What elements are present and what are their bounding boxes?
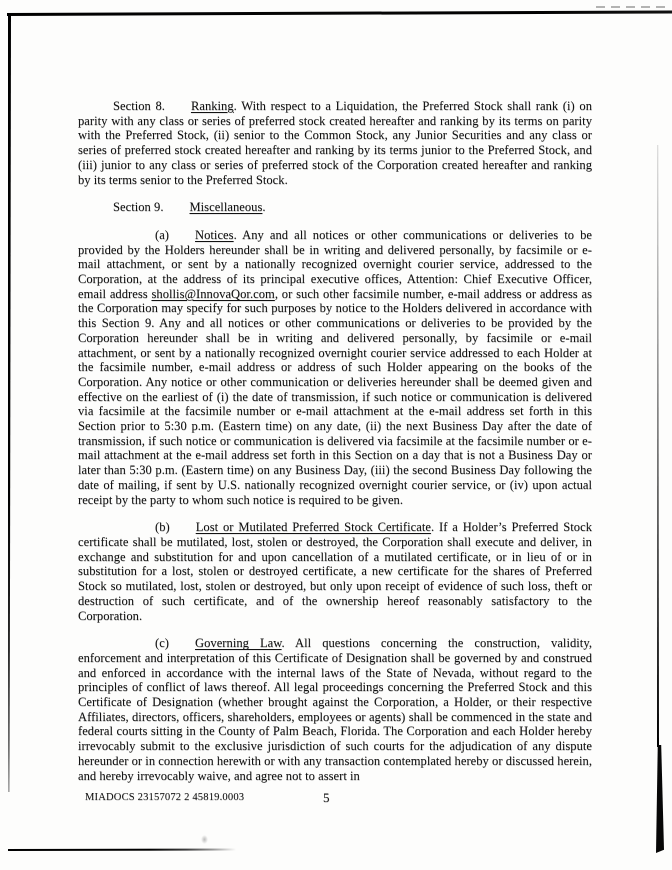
clause-b-label: (b) — [155, 520, 170, 535]
clause-a-body-2: , or such other facsimile number, e-mail address or address as the Corporation may specify for such purposes by notice to the Holders delivered in accordance with this Section 9. Any and all notices or other communications or deliveries to be provided by the Corporation hereunder shall be in writing and delivered personally, by facsimile or e-mail attachment, or sent by a nationally recognized overnight courier service addressed to each Holder at the facsimile number, e-mail address or address of such Holder appearing on the books of the Corporation. Any notice or other communication or deliveries hereunder shall be deemed given and effective on the earliest of (i) the date of transmission, if such notice or communication is delivered via facsimile at the facsimile number or e-mail attachment at the e-mail address set forth in this Section prior to 5:30 p.m. (Eastern time) on any date, (ii) the next Business Day after the date of transmission, if such notice or communication is delivered via facsimile at the facsimile number or e-mail attachment at the e-mail address set forth in this Section on a day that is not a Business Day or later than 5:30 p.m. (Eastern time) on any Business Day, (iii) the second Business Day following the date of mailing, if sent by U.S. nationally recognized overnight courier service, or (iv) upon actual receipt by the party to whom such notice is required to be given. — [78, 286, 592, 507]
section-9-period: . — [262, 200, 266, 215]
clause-c-body: . All questions concerning the construction, validity, enforcement and interpretation of this Certificate of Designation shall be governed by and construed and enforced in accordance with the internal laws of the State of Nevada, without regard to the principles of conflict of laws thereof. All legal proceedings concerning the Preferred Stock and this Certificate of Designation (whether brought against the Corporation, a Holder, or their respective Affiliates, directors, officers, shareholders, employees or agents) shall be commenced in the state and federal courts sitting in the County of Palm Beach, Florida. The Corporation and each Holder hereby irrevocably submit to the exclusive jurisdiction of such courts for the adjudication of any dispute hereunder or in connection herewith or with any transaction contemplated hereby or discussed herein, and hereby irrevocably waive, and agree not to assert in — [78, 636, 592, 783]
clause-a-heading: Notices — [195, 227, 234, 242]
scan-right-edge-bar — [656, 745, 664, 853]
clause-c-heading: Governing Law — [195, 636, 282, 651]
document-control-number: MIADOCS 23157072 2 45819.0003 — [85, 792, 245, 803]
section-8-label: Section 8. — [113, 99, 165, 113]
page-number: 5 — [323, 790, 330, 805]
section-9-label: Section 9. — [113, 200, 164, 215]
scan-top-border-line — [7, 10, 672, 16]
section-8-heading: Ranking — [190, 99, 234, 113]
paragraph-section-8 — [78, 99, 592, 187]
scan-smudge-mark — [201, 835, 208, 844]
scan-bottom-border-line — [8, 849, 236, 851]
paragraph-section-9 — [78, 200, 592, 215]
scan-right-border-line — [657, 145, 659, 747]
paragraph-c-governing-law — [78, 636, 592, 783]
scan-left-border-line — [8, 13, 11, 792]
paragraph-b-lost-certificate — [78, 520, 592, 623]
clause-a-label: (a) — [155, 227, 170, 242]
clause-b-body: . If a Holder’s Preferred Stock certificate shall be mutilated, lost, stolen or destroyed, the Corporation shall execute and deliver, in exchange and substitution for and upon cancellation of a mutilated certificate, or in lieu of or in substitution for a lost, stolen or destroyed certificate, a new certificate for the shares of Preferred Stock so mutilated, lost, stolen or destroyed, but only upon receipt of evidence of such loss, theft or destruction of such certificate, and of the ownership hereof reasonably satisfactory to the Corporation. — [78, 520, 592, 623]
email-address-text: shollis@InnovaQor.com — [151, 286, 275, 301]
paragraph-a-notices — [78, 228, 592, 507]
document-text-block — [78, 99, 592, 796]
clause-b-heading: Lost or Mutilated Preferred Stock Certificate — [195, 520, 431, 535]
section-9-heading: Miscellaneous — [189, 200, 263, 215]
scan-top-dashed-artifact — [596, 6, 670, 8]
clause-c-label: (c) — [155, 636, 170, 651]
section-8-body: . With respect to a Liquidation, the Preferred Stock shall rank (i) on parity with any class or series of preferred stock created hereafter and ranking by its terms on parity with the Preferred Stock, (ii) senior to the Common Stock, any Junior Securities and any class or series of preferred stock created hereafter and ranking by its terms junior to the Preferred Stock, and (iii) junior to any class or series of preferred stock of the Corporation created hereafter and ranking by its terms senior to the Preferred Stock. — [78, 99, 592, 187]
clause-a-body-1: . Any and all notices or other communications or deliveries to be provided by the Holders hereunder shall be in writing and delivered personally, by facsimile or e-mail attachment, or sent by a nationally recognized overnight courier service, addressed to the Corporation, at the address of its principal executive offices, Attention: Chief Executive Officer, email address — [78, 227, 592, 301]
